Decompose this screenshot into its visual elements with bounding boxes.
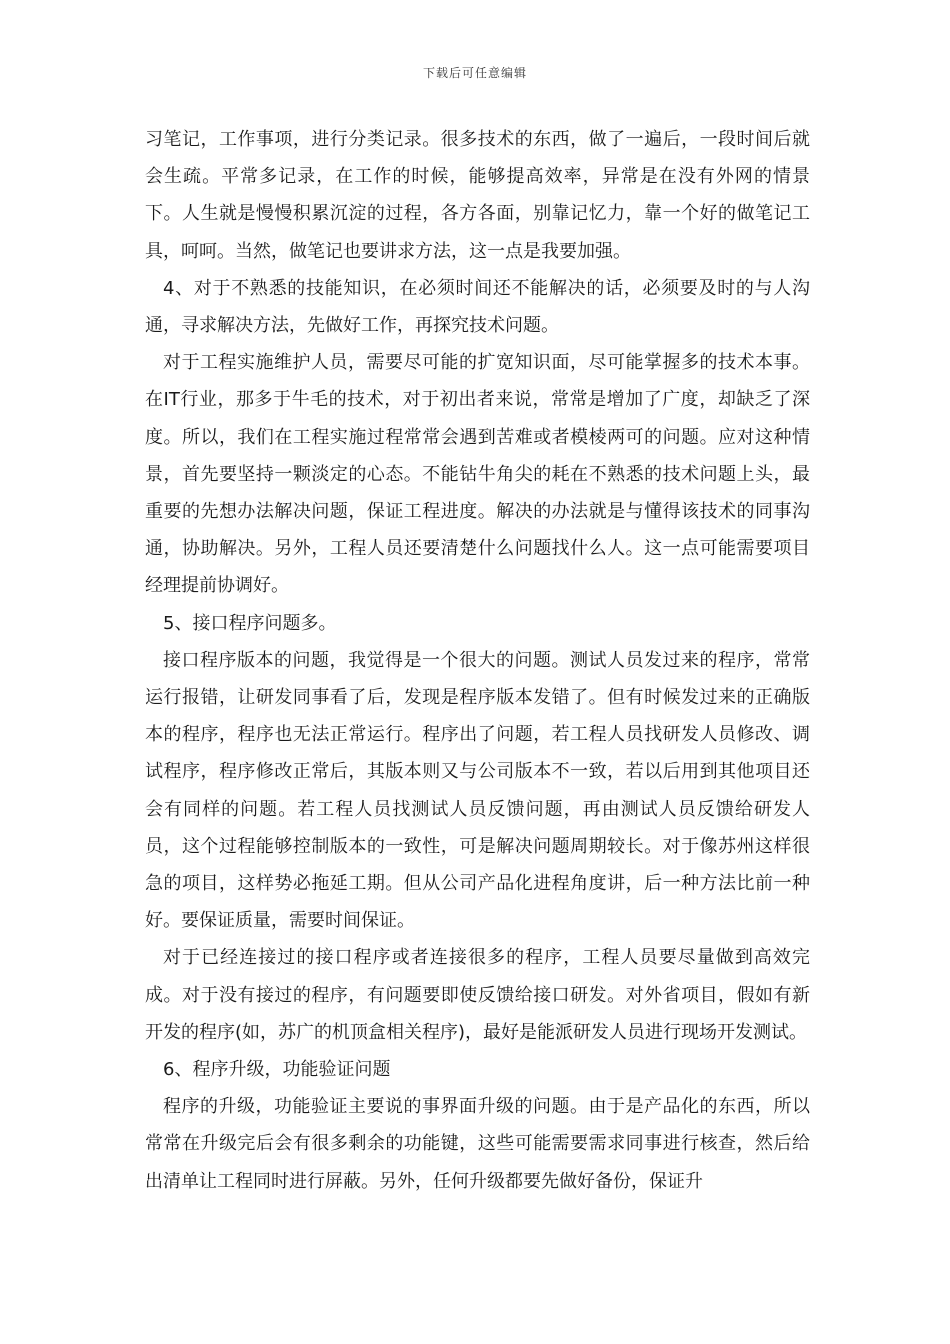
paragraph-8: 程序的升级，功能验证主要说的事界面升级的问题。由于是产品化的东西，所以常常在升级完后会有很多剩余的功能键，这些可能需要需求同事进行核查，然后给出清单让工程同时进行屏蔽。另外，任何升级都要先做好备份，保证升: [145, 1096, 810, 1192]
paragraph-5: 接口程序版本的问题，我觉得是一个很大的问题。测试人员发过来的程序，常常运行报错，让研发同事看了后，发现是程序版本发错了。但有时候发过来的正确版本的程序，程序也无法正常运行。程序出了问题，若工程人员找研发人员修改、调试程序，程序修改正常后，其版本则又与公司版本不一致，若以后用到其他项目还会有同样的问题。若工程人员找测试人员反馈问题，再由测试人员反馈给研发人员，这个过程能够控制版本的一致性，可是解决问题周期较长。对于像苏州这样很急的项目，这样势必拖延工期。但从公司产品化进程角度讲，后一种方法比前一种好。要保证质量，需要时间保证。: [145, 649, 810, 932]
paragraph-2: 4、对于不熟悉的技能知识，在必须时间还不能解决的话，必须要及时的与人沟通，寻求解决方法，先做好工作，再探究技术问题。: [145, 277, 810, 337]
page-header: 下载后可任意编辑: [422, 66, 527, 80]
paragraph-3: 对于工程实施维护人员，需要尽可能的扩宽知识面，尽可能掌握多的技术本事。在IT行业，那多于牛毛的技术，对于初出者来说，常常是增加了广度，却缺乏了深度。所以，我们在工程实施过程常常会遇到苦难或者模棱两可的问题。应对这种情景，首先要坚持一颗淡定的心态。不能钻牛角尖的耗在不熟悉的技术问题上头，最重要的先想办法解决问题，保证工程进度。解决的办法就是与懂得该技术的同事沟通，协助解决。另外，工程人员还要清楚什么问题找什么人。这一点可能需要项目经理提前协调好。: [145, 352, 810, 597]
section-heading-6: 6、程序升级，功能验证问题: [163, 1059, 391, 1081]
document-body: [145, 121, 810, 1200]
paragraph-1: 习笔记，工作事项，进行分类记录。很多技术的东西，做了一遍后，一段时间后就会生疏。平常多记录，在工作的时候，能够提高效率，异常是在没有外网的情景下。人生就是慢慢积累沉淀的过程，各方各面，别靠记忆力，靠一个好的做笔记工具，呵呵。当然，做笔记也要讲求方法，这一点是我要加强。: [145, 129, 810, 262]
paragraph-6: 对于已经连接过的接口程序或者连接很多的程序，工程人员要尽量做到高效完成。对于没有接过的程序，有问题要即使反馈给接口研发。对外省项目，假如有新开发的程序(如，苏广的机顶盒相关程序)，最好是能派研发人员进行现场开发测试。: [145, 947, 810, 1043]
section-heading-5: 5、接口程序问题多。: [163, 612, 337, 634]
